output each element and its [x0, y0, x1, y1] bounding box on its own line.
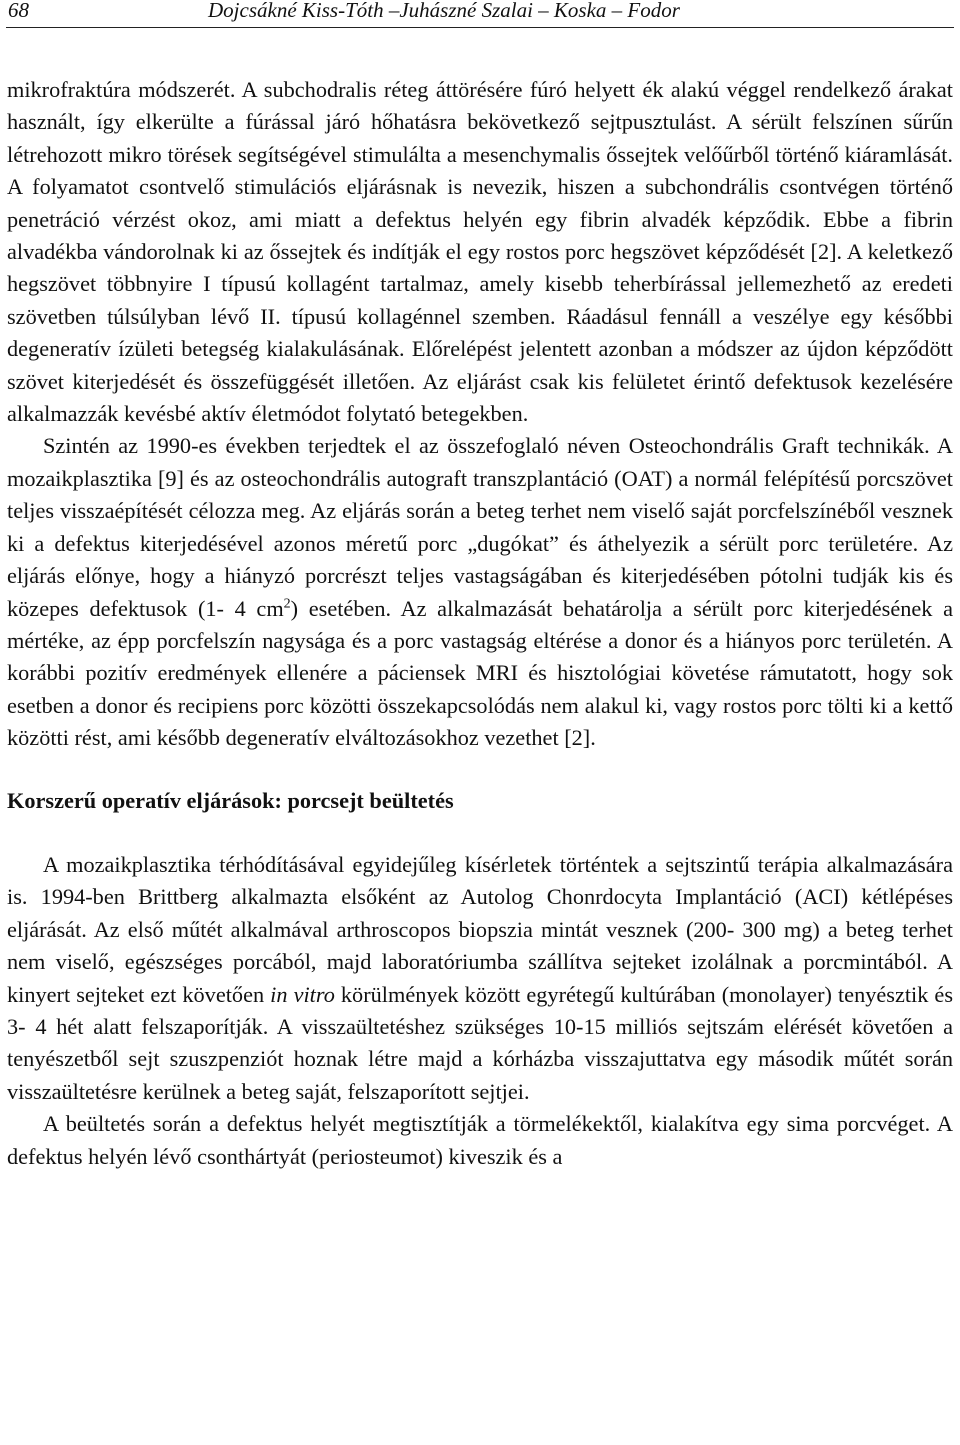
header-rule [6, 27, 954, 28]
body-text [7, 74, 953, 1173]
paragraph-osteochondral-graft [7, 430, 953, 754]
page-number: 68 [8, 0, 29, 22]
superscript: 2 [283, 596, 291, 612]
paragraph-microfracture: mikrofraktúra módszerét. A subchodralis réteg áttörésére fúró helyett ék alakú véggel rendelkező árakat használt, így elkerülte a fúrással járó hőhatásra bekövetkező sejtpusztulást. A sérült felszínen sűrűn létrehozott mikro törések segítségével stimulálta a mesenchymalis őssejtek velőűrből történő kiáramlását. A folyamatot csontvelő stimulációs eljárásnak is nevezik, hiszen a subchondrális csontvégen történő penetráció vérzést okoz, ami miatt a defektus helyén egy fibrin alvadék képződik. Ebbe a fibrin alvadékba vándorolnak ki az őssejtek és indítják el egy rostos porc hegszövet képződését [2]. A keletkező hegszövet többnyire I típusú kollagént tartalmaz, amely kisebb teherbírással jellemezhető az eredeti szövetben túlsúlyban lévő II. típusú kollagénnel szemben. Ráadásul fennáll a veszélye egy későbbi degeneratív ízületi betegség kialakulásának. Előrelépést jelentett azonban a módszer az újdon képződött szövet kiterjedését és összefüggését illetően. Az eljárást csak kis felületet érintő defektusok kezelésére alkalmazzák kevésbé aktív életmódot folytató betegekben. [7, 77, 953, 427]
paragraph-text: Szintén az 1990-es években terjedtek el az összefoglaló néven Osteochondrális Graft technikák. A mozaikplasztika [9] és az osteochondrális autograft transzplantáció (OAT) a normál felépítésű porcszövet teljes visszaépítését célozza meg. Az eljárás során a beteg terhet nem viselő saját porcfelszínéből vesznek ki a defektus kiterjedésével azonos méretű porc „dugókat” és áthelyezik a sérült porc területére. Az eljárás előnye, hogy a hiányzó porcrészt teljes vastagságában és kiterjedésében pótolni tudják kis és közepes defektusok (1- 4 cm [7, 433, 953, 621]
italic-term: in vitro [270, 981, 335, 1007]
paragraph-text: ) esetében. Az alkalmazását behatárolja a sérült porc kiterjedésének a mértéke, az épp porcfelszín nagysága és a porc vastagság eltérése a donor és a hiányos porc területén. A korábbi pozitív eredmények ellenére a páciensek MRI és hisztológiai követése rámutatott, hogy sok esetben a donor és recipiens porc közötti összekapcsolódás nem alakul ki, vagy rostos porc tölti ki a kettő közötti rést, ami később degeneratív elváltozásokhoz vezethet [2]. [7, 595, 954, 751]
running-head-authors: Dojcsákné Kiss-Tóth –Juhászné Szalai – Koska – Fodor [208, 0, 680, 22]
paragraph-text: A mozaikplasztika térhódításával egyidejűleg kísérletek történtek a sejtszintű terápia alkalmazására is. 1994-ben Brittberg alkalmazta elsőként az Autolog Chonrdocyta Implantáció (ACI) kétlépéses eljárását. Az első műtét alkalmával arthroscopos biopszia mintát vesznek (200- 300 mg) a beteg terhet nem viselő, egészséges porcából, majd laboratóriumba szállítva sejteket izolálnak a porcmintából. A kinyert sejteket ezt követően [7, 851, 953, 1007]
paragraph-aci [7, 849, 953, 1108]
section-heading: Korszerű operatív eljárások: porcsejt beültetés [7, 787, 454, 813]
paragraph-text: körülmények között egyrétegű kultúrában (monolayer) tenyésztik és 3- 4 hét alatt felszaporítják. A visszaültetéshez szükséges 10-15 milliós sejtszám elérését követően a tenyészetből sejt szuszpenziót hoznak létre majd a kórházba visszajuttatva egy második műtét során visszaültetésre kerülnek a beteg saját, felszaporított sejtjei. [7, 981, 953, 1104]
running-header [8, 0, 952, 22]
paragraph-implantation: A beültetés során a defektus helyét megtisztítják a törmelékektől, kialakítva egy sima porcvéget. A defektus helyén lévő csonthártyát (periosteumot) kiveszik és a [7, 1111, 953, 1169]
